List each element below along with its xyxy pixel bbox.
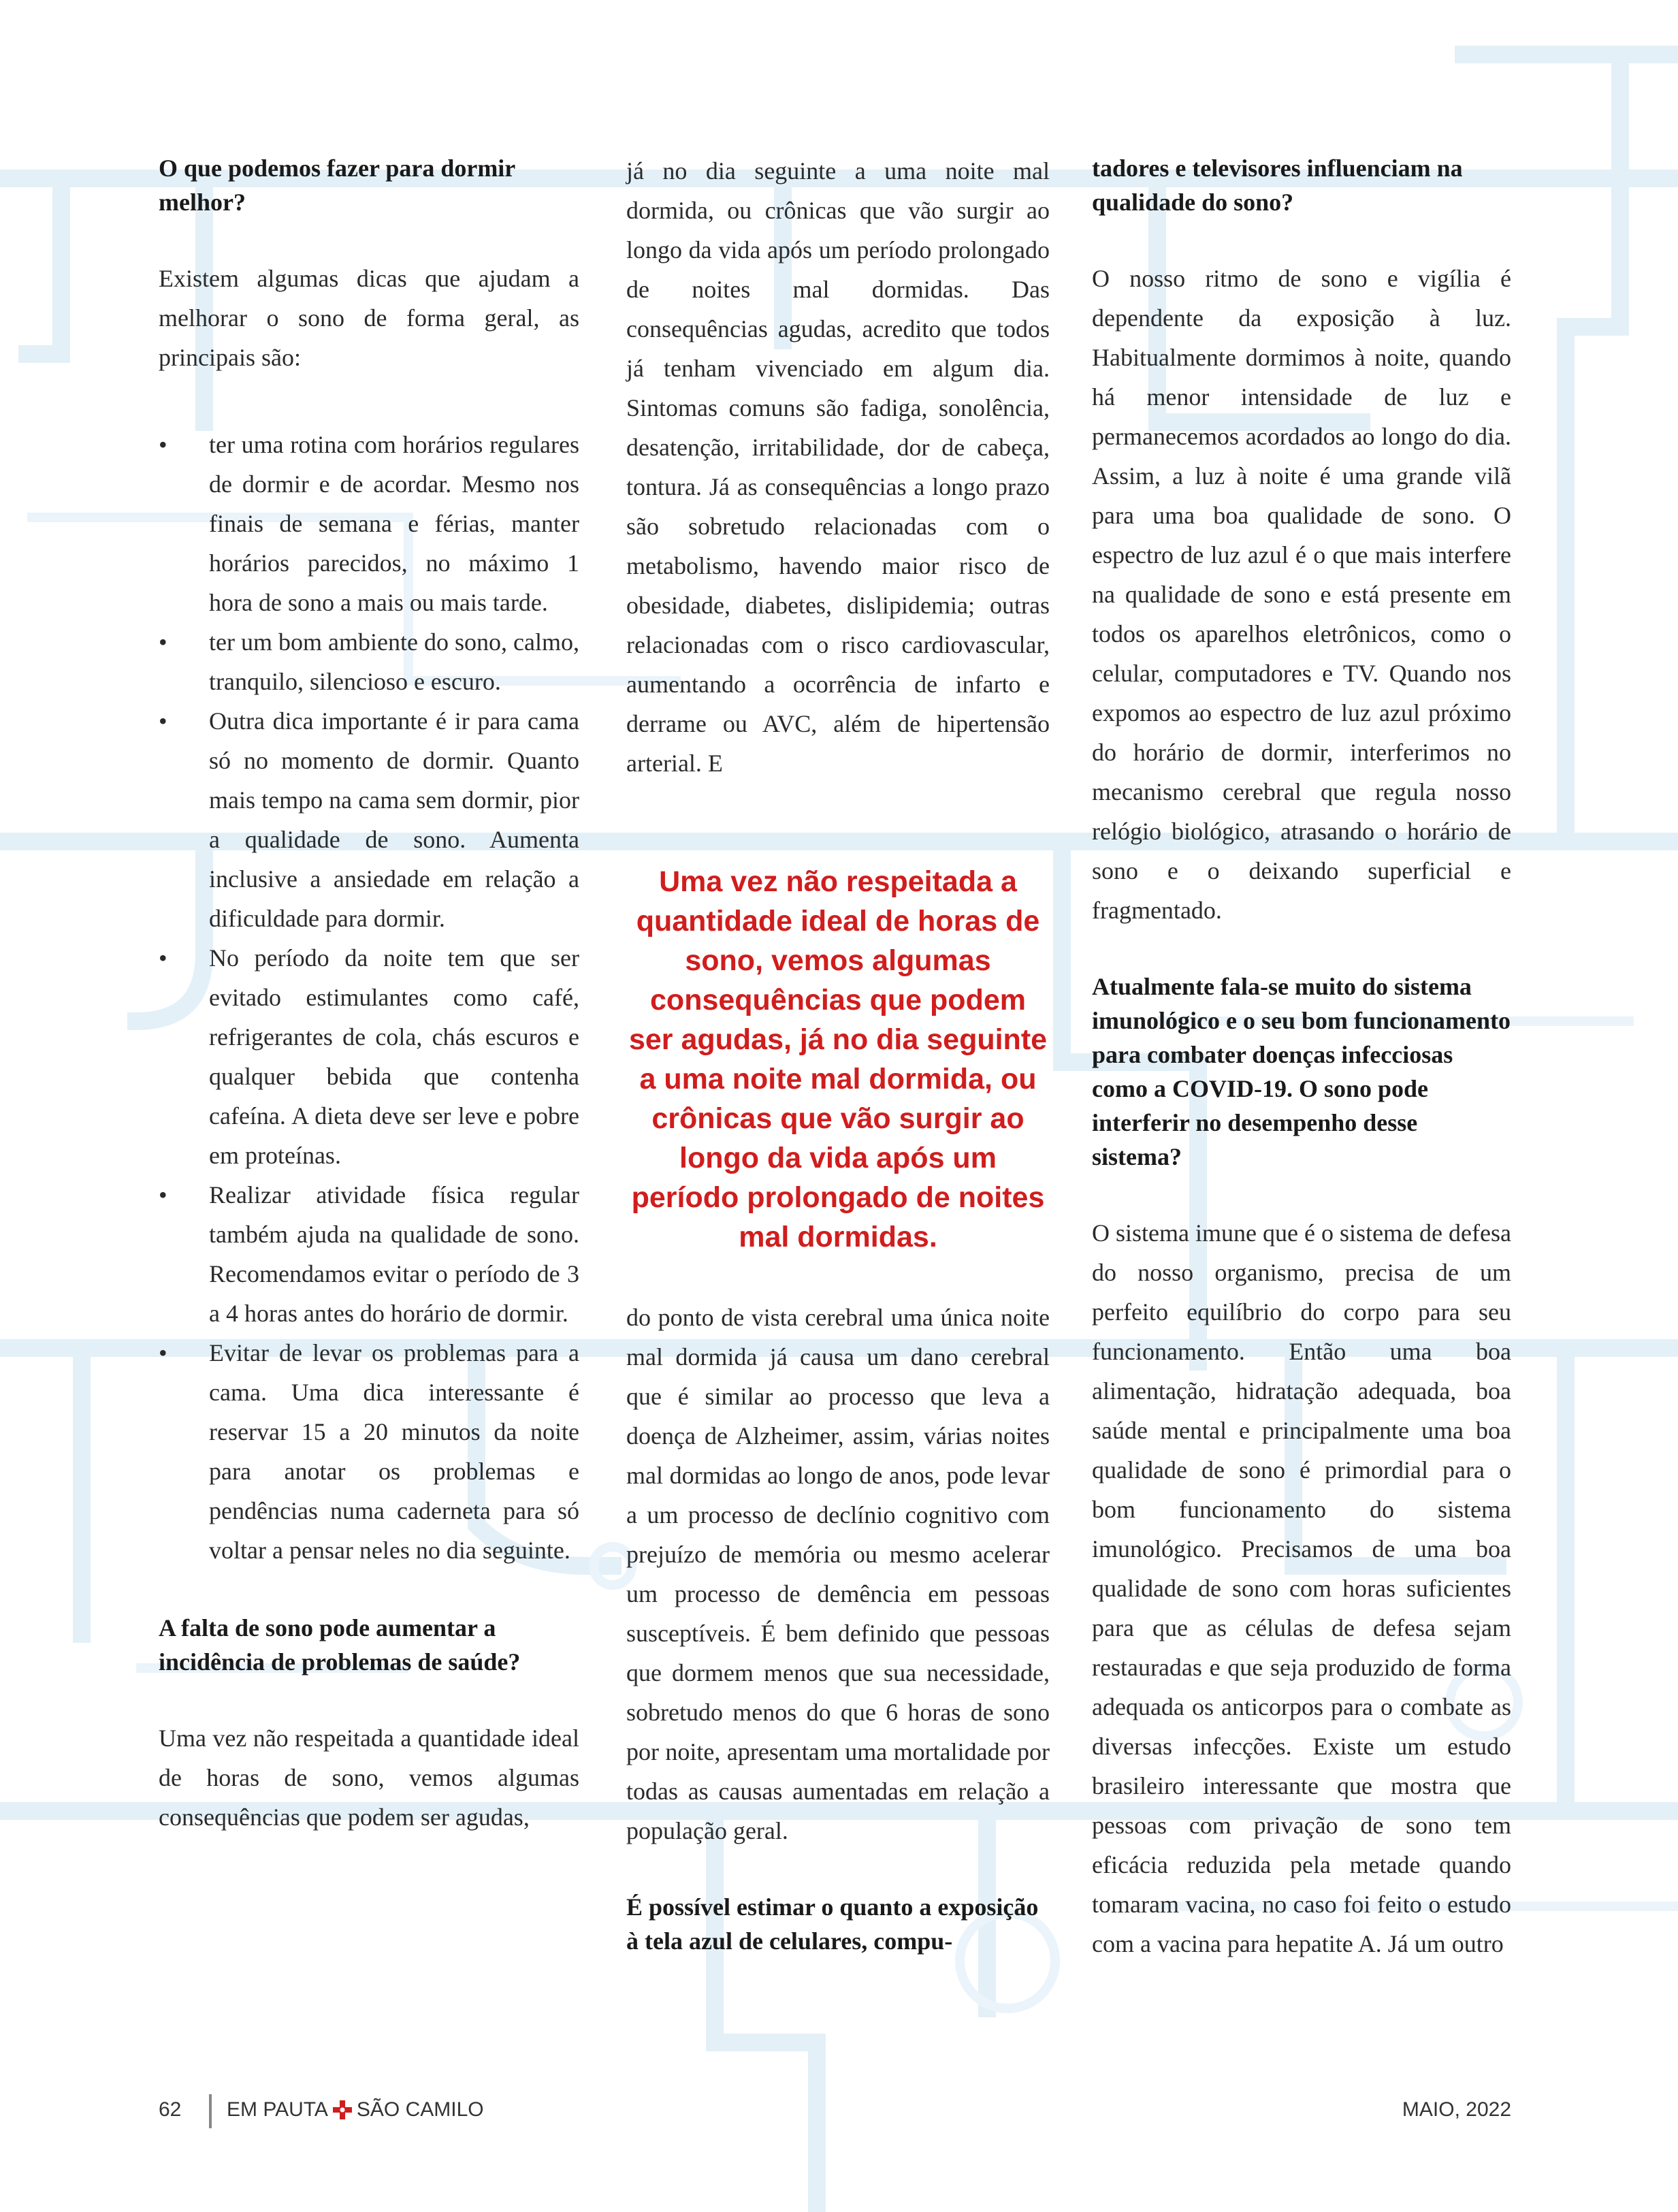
list-item: • Realizar atividade física regular também ajuda na qualidade de sono. Recomendamos evitar o período de 3 a 4 horas antes do horário de dormir.	[159, 1175, 579, 1333]
list-item: • Outra dica importante é ir para cama só no momento de dormir. Quanto mais tempo na cama sem dormir, pior a qualidade de sono. Aumenta inclusive a ansiedade em relação a dificuldade para dormir.	[159, 701, 579, 938]
intro-paragraph: Existem algumas dicas que ajudam a melhorar o sono de forma geral, as principais são:	[159, 265, 579, 371]
red-cross-icon	[332, 2100, 353, 2120]
bullet-icon: •	[159, 431, 167, 458]
heading-immune-system: Atualmente fala-se muito do sistema imunológico e o seu bom funcionamento para combater doenças infecciosas como a COVID-19. O sono pode interferir no desempenho desse sistema?	[1092, 973, 1511, 1170]
paragraph: Uma vez não respeitada a quantidade ideal de horas de sono, vemos algumas consequências que podem ser agudas,	[159, 1725, 579, 1831]
publication-name: EM PAUTA SÃO CAMILO	[227, 2098, 484, 2121]
heading-sleep-better: O que podemos fazer para dormir melhor?	[159, 155, 515, 216]
column-3	[1092, 151, 1511, 1963]
list-item: • ter uma rotina com horários regulares de dormir e de acordar. Mesmo nos finais de semana e férias, manter horários parecidos, no máximo 1 hora de sono a mais ou mais tarde.	[159, 425, 579, 622]
paragraph: O sistema imune que é o sistema de defesa do nosso organismo, precisa de um perfeito equilíbrio do corpo para seu funcionamento. Então uma boa alimentação, hidratação adequada, boa saúde mental e principalmente uma boa qualidade de sono é primordial para o bom funcionamento do sistema imunológico. Precisamos de uma boa qualidade de sono com horas suficientes para que as células de defesa sejam restauradas e que seja produzido de forma adequada os anticorpos para o combate as diversas infecções. Existe um estudo brasileiro interessante que mostra que pessoas com privação de sono tem eficácia reduzida pela metade quando tomaram vacina, no caso foi feito o estudo com a vacina para hepatite A. Já um outro	[1092, 1219, 1511, 1957]
column-2	[626, 151, 1050, 1958]
footer-divider	[209, 2094, 212, 2128]
bullet-icon: •	[159, 944, 167, 972]
issue-date: MAIO, 2022	[1402, 2098, 1511, 2121]
paragraph: já no dia seguinte a uma noite mal dormida, ou crônicas que vão surgir ao longo da vida após um período prolongado de noites mal dormidas. Das consequências agudas, acredito que todos já tenham vivenciado em algum dia. Sintomas comuns são fadiga, sonolência, desatenção, irritabilidade, dor de cabeça, tontura. Já as consequências a longo prazo são sobretudo relacionadas com o metabolismo, havendo maior risco de obesidade, diabetes, dislipidemia; outras relacionadas com o risco cardiovascular, aumentando a ocorrência de infarto e derrame ou AVC, além de hipertensão arterial. E	[626, 157, 1050, 777]
bullet-icon: •	[159, 628, 167, 656]
paragraph: do ponto de vista cerebral uma única noite mal dormida já causa um dano cerebral que é similar ao processo que leva a doença de Alzheimer, assim, várias noites mal dormidas ao longo de anos, pode levar a um processo de declínio cognitivo com prejuízo de memória ou mesmo acelerar um processo de demência em pessoas susceptíveis. É bem definido que pessoas que dormem menos que sua necessidade, sobretudo menos do que 6 horas de sono por noite, apresentam uma mortalidade por todas as causas aumentadas em relação a população geral.	[626, 1304, 1050, 1844]
list-item: • Evitar de levar os problemas para a cama. Uma dica interessante é reservar 15 a 20 minutos da noite para anotar os problemas e pendências numa caderneta para só voltar a pensar neles no dia seguinte.	[159, 1333, 579, 1570]
sleep-tips-list	[159, 425, 579, 1570]
heading-blue-screen: É possível estimar o quanto a exposição à tela azul de celulares, compu-	[626, 1893, 1039, 1955]
pull-quote: Uma vez não respeitada a quantidade ideal de horas de sono, vemos algumas consequências que podem ser agudas, já no dia seguinte a uma noite mal dormida, ou crônicas que vão surgir ao longo da vida após um período prolongado de noites mal dormidas.	[628, 865, 1048, 1253]
column-1	[159, 151, 579, 1837]
list-item: • No período da noite tem que ser evitado estimulantes como café, refrigerantes de cola, chás escuros e qualquer bebida que contenha cafeína. A dieta deve ser leve e pobre em proteínas.	[159, 938, 579, 1175]
bullet-icon: •	[159, 1181, 167, 1208]
heading-lack-of-sleep: A falta de sono pode aumentar a incidência de problemas de saúde?	[159, 1614, 521, 1676]
list-item: • ter um bom ambiente do sono, calmo, tranquilo, silencioso e escuro.	[159, 622, 579, 701]
page-number: 62	[159, 2098, 182, 2121]
heading-blue-screen-continued: tadores e televisores influenciam na qualidade do sono?	[1092, 155, 1463, 216]
paragraph: O nosso ritmo de sono e vigília é dependente da exposição à luz. Habitualmente dormimos à noite, quando há menor intensidade de luz e permanecemos acordados ao longo do dia. Assim, a luz à noite é uma grande vilã para uma boa qualidade de sono. O espectro de luz azul é o que mais interfere na qualidade de sono e está presente em todos os aparelhos eletrônicos, como o celular, computadores e TV. Quando nos expomos ao espectro de luz azul próximo do horário de dormir, interferimos no mecanismo cerebral que regula nosso relógio biológico, atrasando o horário de sono e o deixando superficial e fragmentado.	[1092, 265, 1511, 924]
bullet-icon: •	[159, 1339, 167, 1366]
bullet-icon: •	[159, 707, 167, 735]
page-footer	[159, 2094, 1511, 2128]
